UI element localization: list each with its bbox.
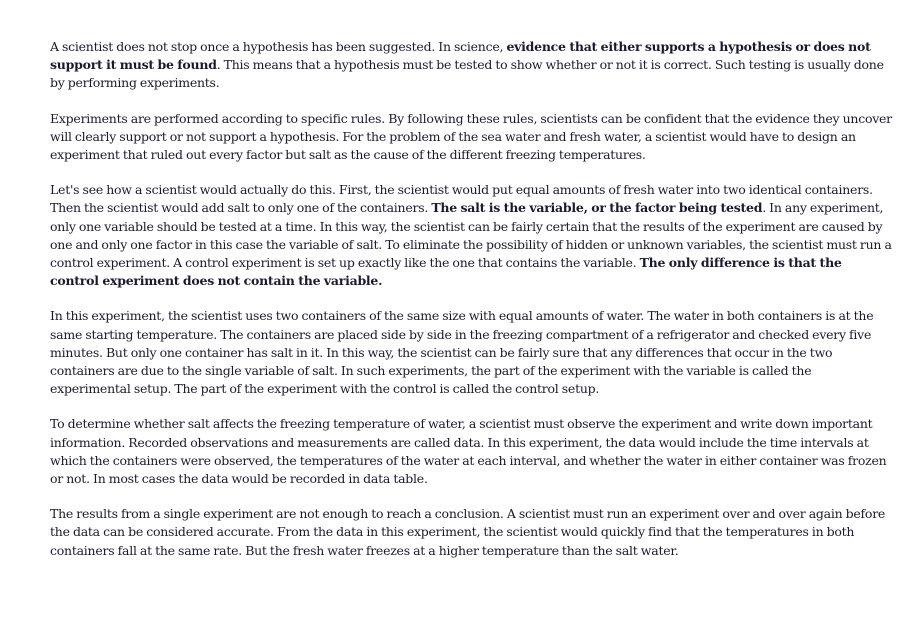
paragraph-experiment-setup (50, 307, 892, 398)
paragraph-variable-control (50, 181, 892, 290)
paragraph-data-recording (50, 415, 892, 488)
text-segment: In this experiment, the scientist uses two containers of the same size with equal amounts of water. The water in both containers is at the same starting temperature. The containers are placed side by side in the freezing compartment of a refrigerator and checked every five minutes. But only one container has salt in it. In this way, the scientist can be fairly sure that any differences that occur in the two containers are due to the single variable of salt. In such experiments, the part of the experiment with the variable is called the experimental setup. The part of the experiment with the control is called the control setup. (50, 308, 874, 397)
paragraph-conclusion (50, 505, 892, 560)
bold-text-segment: The only difference is that the control experiment does not contain the variable. (50, 255, 842, 289)
bold-text-segment: evidence that either supports a hypothesis or does not support it must be found (50, 39, 871, 73)
paragraph-experiment-rules (50, 110, 892, 165)
document-body (50, 38, 892, 577)
text-segment: Experiments are performed according to specific rules. By following these rules, scientists can be confident that the evidence they uncover will clearly support or not support a hypothesis. For the problem of the sea water and fresh water, a scientist would have to design an experiment that ruled out every factor but salt as the cause of the different freezing temperatures. (50, 110, 892, 163)
text-segment: . This means that a hypothesis must be tested to show whether or not it is correct. Such testing is usually done by performing experiments. (50, 57, 884, 91)
paragraph-hypothesis-testing (50, 38, 892, 93)
bold-text-segment: The salt is the variable, or the factor being tested (431, 200, 763, 216)
text-segment: The results from a single experiment are not enough to reach a conclusion. A scientist must run an experiment over and over again before the data can be considered accurate. From the data in this experiment, the scientist would quickly find that the temperatures in both containers fall at the same rate. But the fresh water freezes at a higher temperature than the salt water. (50, 506, 886, 558)
text-segment: . In any experiment, only one variable should be tested at a time. In this way, the scientist can be fairly certain that the results of the experiment are caused by one and only one factor in this case the variable of salt. To eliminate the possibility of hidden or unknown variables, the scientist must run a control experiment. A control experiment is set up exactly like the one that contains the variable. (50, 200, 892, 271)
text-segment: Let's see how a scientist would actually do this. First, the scientist would put equal amounts of fresh water into two identical containers. Then the scientist would add salt to only one of the containers. (50, 182, 873, 216)
text-segment: To determine whether salt affects the freezing temperature of water, a scientist must observe the experiment and write down important information. Recorded observations and measurements are called data. In this experiment, the data would include the time intervals at which the containers were observed, the temperatures of the water at each interval, and whether the water in either container was frozen or not. In most cases the data would be recorded in data table. (50, 416, 887, 487)
text-segment: A scientist does not stop once a hypothesis has been suggested. In science, (50, 39, 507, 54)
